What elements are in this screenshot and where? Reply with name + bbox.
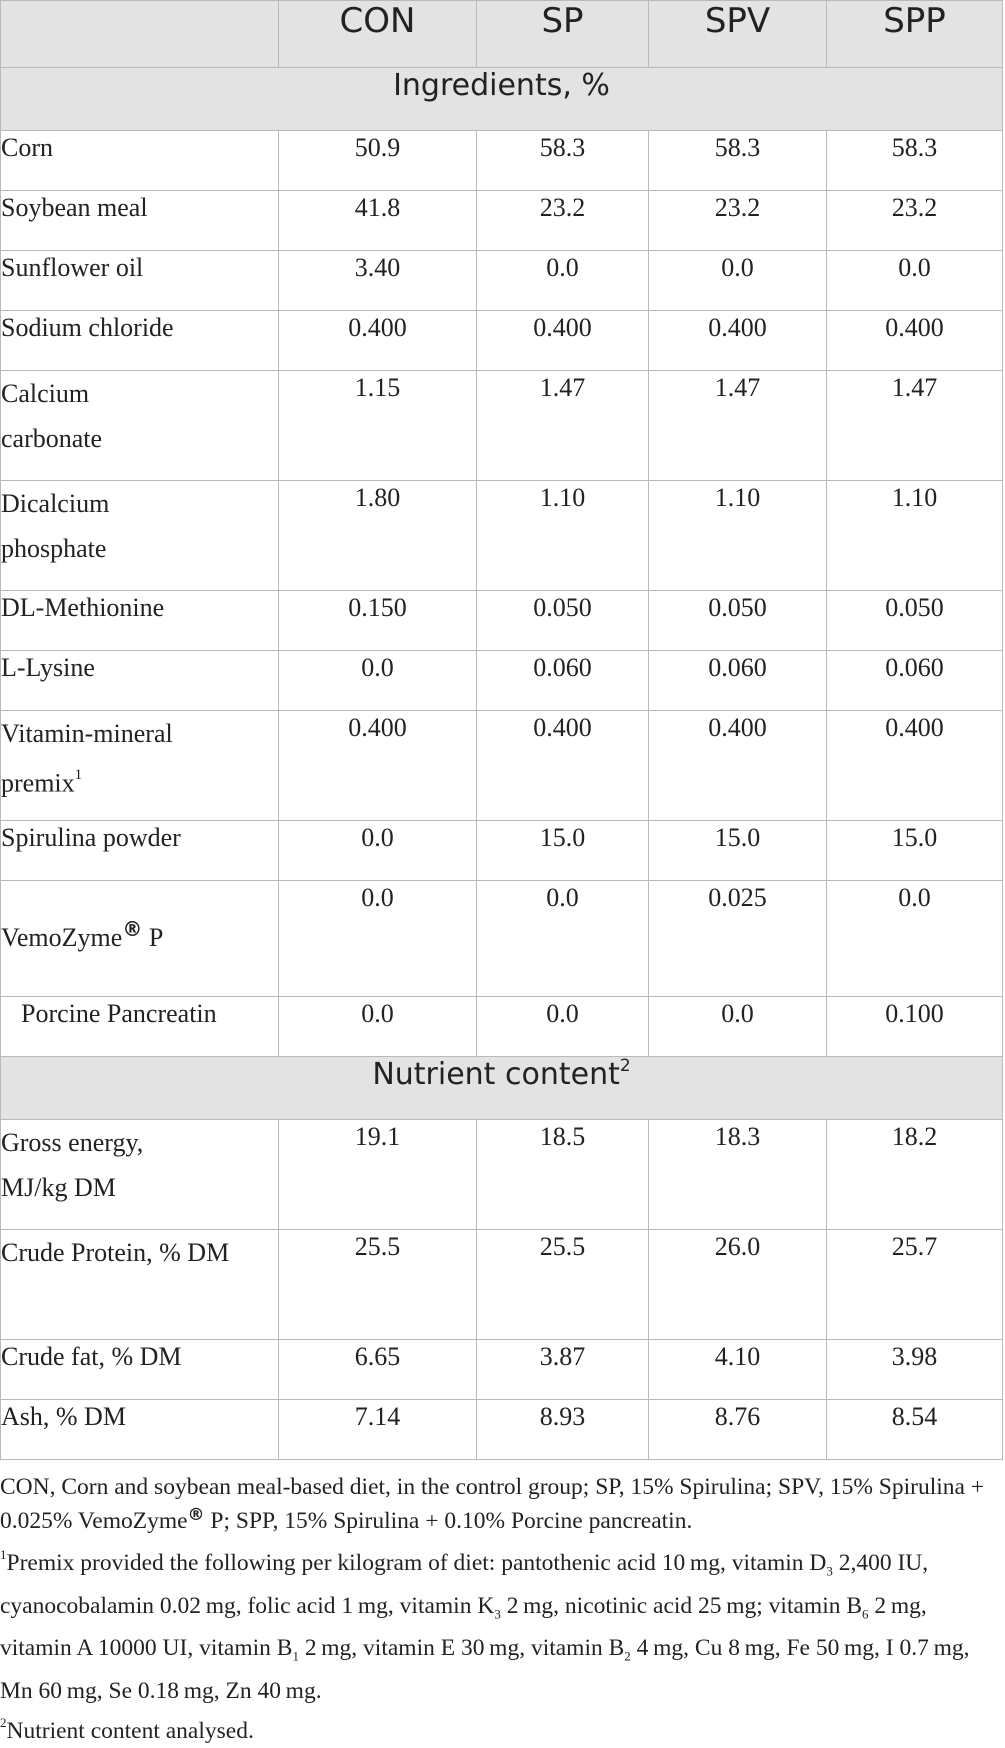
cell-sp: 0.400 <box>477 711 649 821</box>
registered-mark: ® <box>122 917 143 941</box>
cell-spv: 23.2 <box>649 191 827 251</box>
cell-spp: 0.060 <box>827 651 1003 711</box>
premix-segment: 4 mg, Cu 8 mg, Fe 50 mg, I 0.7 mg, Mn 60 mg, Se 0.18 mg, Zn 40 mg. <box>0 1635 970 1704</box>
row-label: Soybean meal <box>1 191 279 251</box>
cell-spv: 1.47 <box>649 371 827 481</box>
cell-spv: 0.050 <box>649 591 827 651</box>
cell-spp: 0.050 <box>827 591 1003 651</box>
cell-spv: 0.025 <box>649 881 827 997</box>
cell-spp: 15.0 <box>827 821 1003 881</box>
cell-con: 0.150 <box>279 591 477 651</box>
premix-segment: 2 mg, vitamin E 30 mg, vitamin B <box>298 1635 625 1662</box>
header-sp: SP <box>477 1 649 68</box>
cell-sp: 1.47 <box>477 371 649 481</box>
cell-spp: 0.100 <box>827 997 1003 1057</box>
header-row <box>1 1 1003 68</box>
cell-spv: 0.060 <box>649 651 827 711</box>
cell-spv: 1.10 <box>649 481 827 591</box>
cell-spv: 26.0 <box>649 1230 827 1340</box>
cell-spv: 0.400 <box>649 311 827 371</box>
row-label: L-Lysine <box>1 651 279 711</box>
cell-sp: 0.0 <box>477 997 649 1057</box>
table-row <box>1 311 1003 371</box>
premix-segment: 2 mg, vitamin A 10000 UI, vitamin B <box>0 1592 927 1662</box>
footnote-premix <box>0 1540 1002 1708</box>
table-row <box>1 881 1003 997</box>
cell-sp: 0.050 <box>477 591 649 651</box>
cell-sp: 0.060 <box>477 651 649 711</box>
cell-spv: 15.0 <box>649 821 827 881</box>
premix-segment: Premix provided the following per kilogram of diet: pantothenic acid 10 mg, vitamin D <box>6 1549 827 1576</box>
cell-sp: 1.10 <box>477 481 649 591</box>
premix-segment: 2,400 IU, cyanocobalamin 0.02 mg, folic acid 1 mg, vitamin K <box>0 1549 929 1619</box>
cell-con: 0.0 <box>279 997 477 1057</box>
cell-spp: 8.54 <box>827 1400 1003 1460</box>
table-row <box>1 1400 1003 1460</box>
cell-spp: 1.47 <box>827 371 1003 481</box>
cell-spv: 8.76 <box>649 1400 827 1460</box>
cell-spp: 18.2 <box>827 1120 1003 1230</box>
table-row <box>1 1120 1003 1230</box>
row-label-text: VemoZyme <box>1 923 123 952</box>
cell-sp: 58.3 <box>477 131 649 191</box>
footnote-mark: 2 <box>619 1056 631 1076</box>
cell-con: 0.0 <box>279 651 477 711</box>
row-label: Crude fat, % DM <box>1 1340 279 1400</box>
cell-spp: 0.0 <box>827 881 1003 997</box>
row-label: Corn <box>1 131 279 191</box>
cell-spp: 0.400 <box>827 311 1003 371</box>
row-label: Sodium chloride <box>1 311 279 371</box>
section-row-nutrient <box>1 1057 1003 1120</box>
abbrev-text-2: P; SPP, 15% Spirulina + 0.10% Porcine pancreatin. <box>204 1508 693 1534</box>
table-row <box>1 711 1003 821</box>
table-row <box>1 997 1003 1057</box>
nutrient-note-text: Nutrient content analysed. <box>6 1717 254 1744</box>
cell-con: 6.65 <box>279 1340 477 1400</box>
table-row <box>1 371 1003 481</box>
cell-spv: 58.3 <box>649 131 827 191</box>
premix-segment: 2 mg, nicotinic acid 25 mg; vitamin B <box>500 1592 863 1619</box>
table-row <box>1 1340 1003 1400</box>
cell-sp: 23.2 <box>477 191 649 251</box>
table-row <box>1 1230 1003 1340</box>
footnote-mark: 2 <box>0 1714 7 1730</box>
cell-spp: 0.0 <box>827 251 1003 311</box>
cell-con: 25.5 <box>279 1230 477 1340</box>
table-row <box>1 481 1003 591</box>
table-row <box>1 821 1003 881</box>
row-label-text: Vitamin-mineral premix <box>1 719 173 798</box>
footnote-mark: 1 <box>74 767 83 783</box>
cell-spp: 3.98 <box>827 1340 1003 1400</box>
section-nutrient-title <box>1 1057 1003 1120</box>
row-label: Calcium carbonate <box>1 371 279 481</box>
cell-sp: 8.93 <box>477 1400 649 1460</box>
cell-con: 19.1 <box>279 1120 477 1230</box>
row-label-suffix: P <box>142 923 164 952</box>
footnote-mark: 1 <box>0 1547 7 1562</box>
abbrev-text-1: CON, Corn and soybean meal-based diet, in the control group; SP, 15% Spirulina; SPV, 15% Spirulina + 0.025% VemoZyme <box>0 1474 985 1534</box>
cell-con: 0.0 <box>279 881 477 997</box>
cell-sp: 15.0 <box>477 821 649 881</box>
row-label: DL-Methionine <box>1 591 279 651</box>
row-label: Crude Protein, % DM <box>1 1230 279 1340</box>
cell-con: 50.9 <box>279 131 477 191</box>
cell-spv: 0.0 <box>649 997 827 1057</box>
header-spp: SPP <box>827 1 1003 68</box>
footnote-abbreviations <box>0 1470 1002 1540</box>
row-label: Porcine Pancreatin <box>1 997 279 1057</box>
subscript: 1 <box>292 1648 299 1664</box>
cell-spp: 25.7 <box>827 1230 1003 1340</box>
table-row <box>1 651 1003 711</box>
cell-con: 1.80 <box>279 481 477 591</box>
table-footnotes <box>0 1460 1002 1748</box>
cell-spp: 1.10 <box>827 481 1003 591</box>
subscript: 6 <box>862 1606 869 1622</box>
cell-spv: 0.0 <box>649 251 827 311</box>
cell-con: 7.14 <box>279 1400 477 1460</box>
footnote-nutrient <box>0 1708 1002 1748</box>
section-row-ingredients <box>1 68 1003 131</box>
cell-sp: 0.0 <box>477 881 649 997</box>
table-row <box>1 591 1003 651</box>
cell-sp: 25.5 <box>477 1230 649 1340</box>
cell-spv: 0.400 <box>649 711 827 821</box>
premix-text <box>0 1550 969 1704</box>
cell-sp: 3.87 <box>477 1340 649 1400</box>
header-blank-cell <box>1 1 279 68</box>
registered-mark: ® <box>187 1505 205 1525</box>
table-row <box>1 191 1003 251</box>
table-row <box>1 251 1003 311</box>
cell-con: 0.0 <box>279 821 477 881</box>
section-nutrient-text: Nutrient content <box>372 1057 620 1092</box>
cell-spv: 4.10 <box>649 1340 827 1400</box>
header-con: CON <box>279 1 477 68</box>
cell-spp: 58.3 <box>827 131 1003 191</box>
row-label: Ash, % DM <box>1 1400 279 1460</box>
cell-spp: 0.400 <box>827 711 1003 821</box>
subscript: 3 <box>826 1563 833 1579</box>
cell-sp: 18.5 <box>477 1120 649 1230</box>
row-label: Spirulina powder <box>1 821 279 881</box>
cell-con: 0.400 <box>279 711 477 821</box>
cell-spv: 18.3 <box>649 1120 827 1230</box>
header-spv: SPV <box>649 1 827 68</box>
row-label <box>1 711 279 821</box>
section-ingredients-title: Ingredients, % <box>1 68 1003 131</box>
cell-spp: 23.2 <box>827 191 1003 251</box>
cell-con: 41.8 <box>279 191 477 251</box>
cell-sp: 0.400 <box>477 311 649 371</box>
row-label <box>1 881 279 997</box>
cell-sp: 0.0 <box>477 251 649 311</box>
subscript: 3 <box>494 1606 501 1622</box>
row-label: Sunflower oil <box>1 251 279 311</box>
row-label: Dicalcium phosphate <box>1 481 279 591</box>
cell-con: 0.400 <box>279 311 477 371</box>
table-row <box>1 131 1003 191</box>
subscript: 2 <box>624 1648 631 1664</box>
cell-con: 1.15 <box>279 371 477 481</box>
row-label: Gross energy, MJ/kg DM <box>1 1120 279 1230</box>
cell-con: 3.40 <box>279 251 477 311</box>
